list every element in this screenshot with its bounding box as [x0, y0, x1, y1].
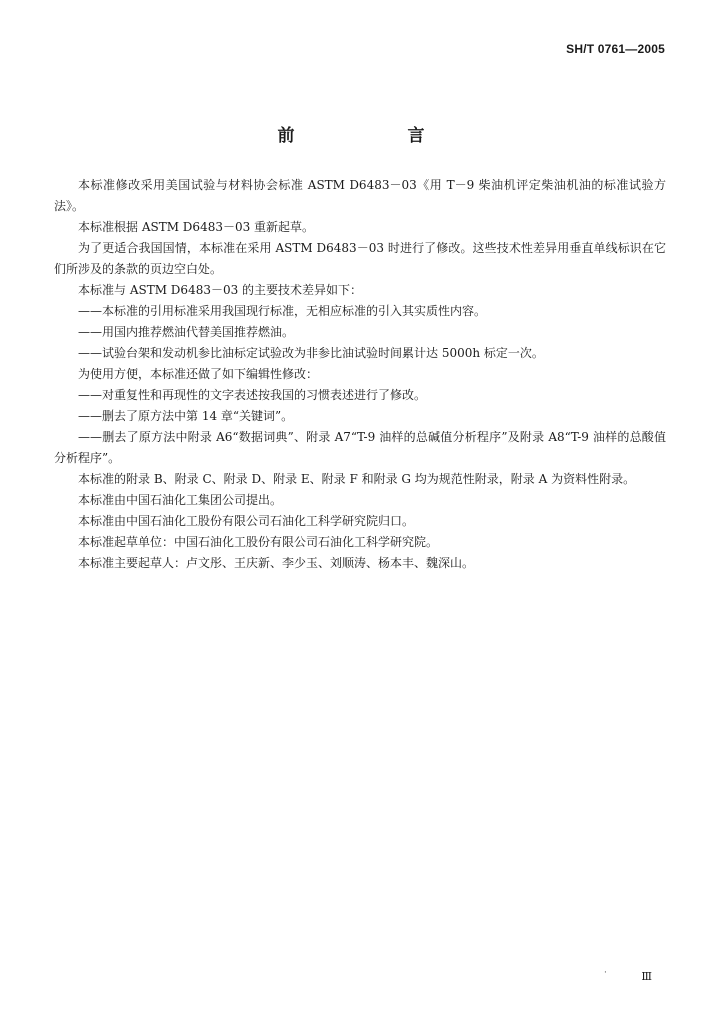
paragraph: 为了更适合我国国情，本标准在采用 ASTM D6483－03 时进行了修改。这些技术性差异用垂直单线标识在它们所涉及的条款的页边空白处。 — [54, 241, 666, 276]
foreword-body — [54, 175, 666, 574]
page-title: 前 言 — [277, 126, 473, 146]
paragraph: 本标准与 ASTM D6483－03 的主要技术差异如下： — [78, 283, 363, 297]
list-item: ——用国内推荐燃油代替美国推荐燃油。 — [78, 325, 295, 339]
paragraph: 本标准根据 ASTM D6483－03 重新起草。 — [78, 220, 315, 234]
paragraph: 本标准由中国石油化工集团公司提出。 — [78, 493, 283, 507]
list-item: ——删去了原方法中附录 A6“数据词典”、附录 A7“T-9 油样的总碱值分析程序”及附录 A8“T-9 油样的总酸值分析程序”。 — [54, 430, 666, 465]
paragraph: 为使用方便，本标准还做了如下编辑性修改： — [78, 367, 319, 381]
standard-code: SH/T 0761—2005 — [566, 42, 665, 56]
page-number: Ⅲ — [641, 970, 652, 983]
paragraph: 本标准修改采用美国试验与材料协会标准 ASTM D6483－03《用 T－9 柴油机评定柴油机油的标准试验方法》。 — [54, 178, 666, 213]
paragraph: 本标准由中国石油化工股份有限公司石油化工科学研究院归口。 — [78, 514, 415, 528]
scan-speck: · — [604, 968, 607, 978]
paragraph: 本标准的附录 B、附录 C、附录 D、附录 E、附录 F 和附录 G 均为规范性附录，附录 A 为资料性附录。 — [78, 472, 636, 486]
list-item: ——本标准的引用标准采用我国现行标准，无相应标准的引入其实质性内容。 — [78, 304, 487, 318]
list-item: ——对重复性和再现性的文字表述按我国的习惯表述进行了修改。 — [78, 388, 427, 402]
paragraph: 本标准起草单位：中国石油化工股份有限公司石油化工科学研究院。 — [78, 535, 439, 549]
list-item: ——删去了原方法中第 14 章“关键词”。 — [78, 409, 294, 423]
paragraph: 本标准主要起草人：卢文彤、王庆新、李少玉、刘顺涛、杨本丰、魏深山。 — [78, 556, 475, 570]
list-item: ——试验台架和发动机参比油标定试验改为非参比油试验时间累计达 5000h 标定一次。 — [78, 346, 544, 360]
